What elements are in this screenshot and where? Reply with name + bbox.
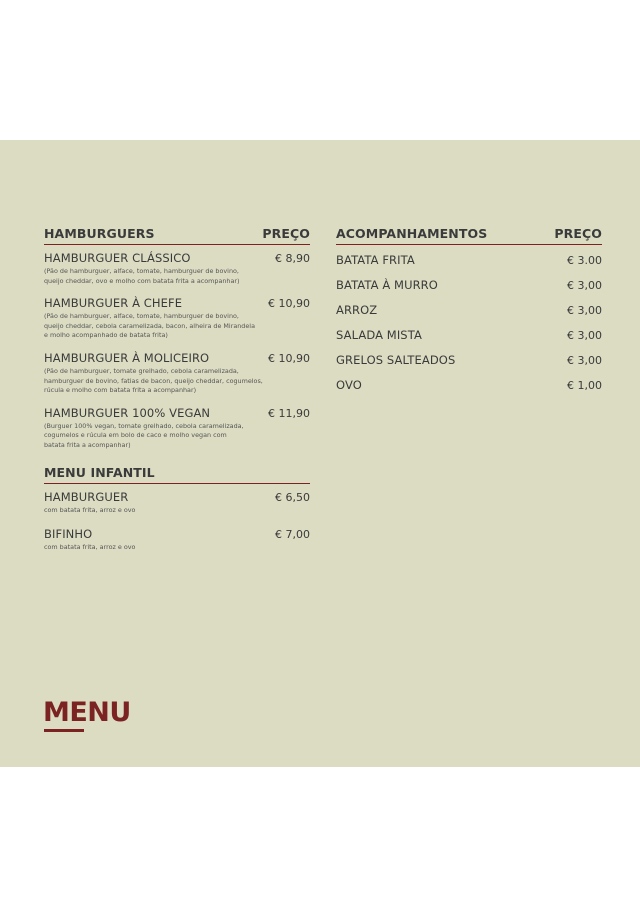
burgers-heading: HAMBURGUERS bbox=[44, 226, 155, 241]
item-description: (Pão de hamburguer, alface, tomate, hamburguer de bovino, queijo cheddar, ovo e molho com batata frita a acompanhar) bbox=[44, 267, 240, 285]
kids-heading: MENU INFANTIL bbox=[44, 464, 155, 480]
item-price: € 3,00 bbox=[567, 329, 602, 342]
menu-item bbox=[44, 296, 310, 341]
menu-title-underline bbox=[44, 729, 84, 732]
item-price: € 10,90 bbox=[268, 297, 310, 311]
item-name: BIFINHO bbox=[44, 527, 93, 542]
item-price: € 6,50 bbox=[275, 490, 310, 504]
menu-item bbox=[336, 378, 602, 392]
kids-header bbox=[44, 465, 310, 484]
item-price: € 3,00 bbox=[567, 354, 602, 367]
left-column bbox=[44, 226, 310, 565]
menu-item bbox=[336, 328, 602, 342]
item-name: HAMBURGUER À CHEFE bbox=[44, 296, 183, 311]
item-name: HAMBURGUER À MOLICEIRO bbox=[44, 350, 210, 365]
sides-heading: ACOMPANHAMENTOS bbox=[336, 226, 488, 241]
item-description: com batata frita, arroz e ovo bbox=[44, 543, 136, 552]
menu-item bbox=[336, 253, 602, 267]
item-price: € 7,00 bbox=[275, 528, 310, 542]
menu-item bbox=[44, 406, 310, 451]
item-description: (Pão de hamburguer, alface, tomate, hamburguer de bovino, queijo cheddar, cebola caramelizada, bacon, alheira de Mirandela e molho acompanhado de batata frita) bbox=[44, 312, 255, 340]
item-price: € 3,00 bbox=[567, 304, 602, 317]
kids-section bbox=[44, 465, 310, 553]
item-price: € 3,00 bbox=[567, 279, 602, 292]
kids-list bbox=[44, 490, 310, 553]
item-price: € 1,00 bbox=[567, 379, 602, 392]
item-price: € 10,90 bbox=[268, 351, 310, 365]
menu-item bbox=[44, 527, 310, 553]
item-price: € 11,90 bbox=[268, 406, 310, 420]
menu-item bbox=[44, 351, 310, 396]
item-name: BATATA À MURRO bbox=[336, 278, 438, 292]
right-column bbox=[336, 226, 602, 403]
menu-item bbox=[336, 278, 602, 292]
item-name: OVO bbox=[336, 378, 362, 392]
sides-price-heading: PREÇO bbox=[554, 226, 602, 241]
sides-list bbox=[336, 253, 602, 392]
item-name: HAMBURGUER bbox=[44, 489, 129, 504]
item-name: ARROZ bbox=[336, 303, 378, 317]
burgers-header bbox=[44, 226, 310, 245]
item-name: SALADA MISTA bbox=[336, 328, 422, 342]
menu-title: MENU bbox=[43, 697, 131, 728]
menu-item bbox=[336, 303, 602, 317]
menu-item bbox=[336, 353, 602, 367]
sides-header bbox=[336, 226, 602, 245]
menu-item bbox=[44, 251, 310, 286]
item-description: (Pão de hamburguer, tomate grelhado, cebola caramelizada, hamburguer de bovino, fatias de bacon, queijo cheddar, cogumelos, rúcula e molho com batata frita a acompanhar) bbox=[44, 366, 263, 395]
item-name: HAMBURGUER CLÁSSICO bbox=[44, 251, 191, 265]
item-name: HAMBURGUER 100% VEGAN bbox=[44, 405, 211, 420]
menu-panel bbox=[0, 140, 640, 767]
item-description: (Burguer 100% vegan, tomate grelhado, cebola caramelizada, cogumelos e rúcula em bolo de caco e molho vegan com batata frita a acompanhar) bbox=[44, 421, 244, 449]
item-name: BATATA FRITA bbox=[336, 253, 415, 267]
item-description: com batata frita, arroz e ovo bbox=[44, 505, 136, 514]
item-price: € 8,90 bbox=[275, 252, 310, 265]
item-price: € 3.00 bbox=[567, 254, 602, 267]
burgers-list bbox=[44, 251, 310, 451]
menu-item bbox=[44, 490, 310, 516]
burgers-price-heading: PREÇO bbox=[262, 226, 310, 241]
item-name: GRELOS SALTEADOS bbox=[336, 353, 456, 367]
